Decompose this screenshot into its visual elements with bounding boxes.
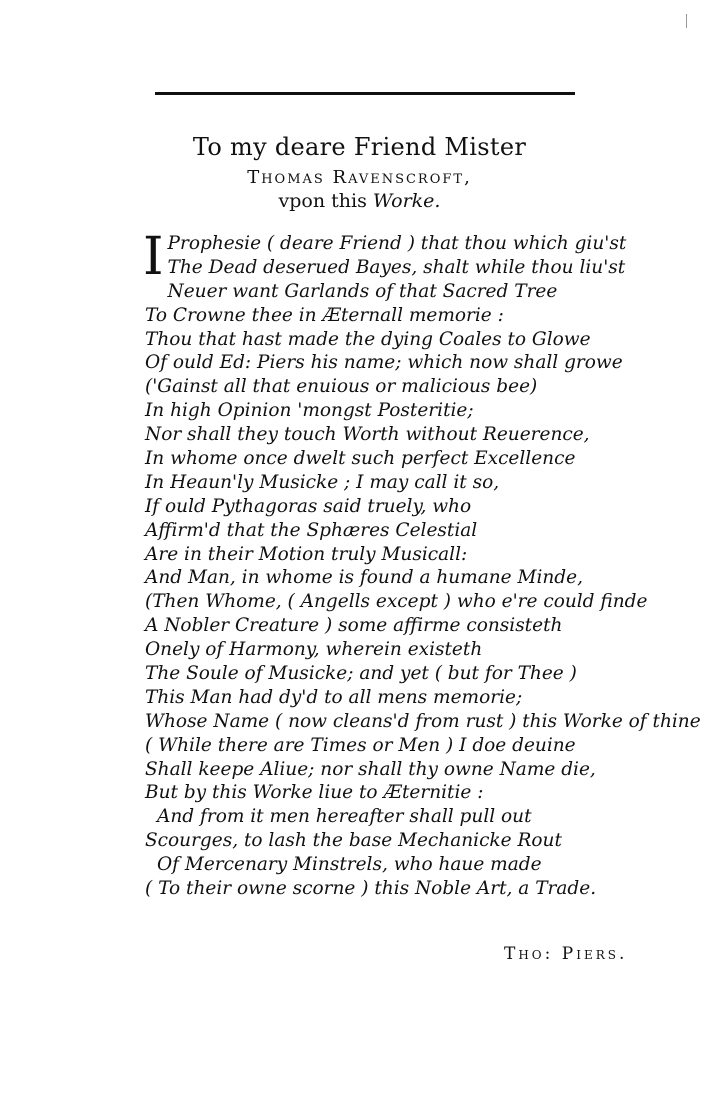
poem-line: In whome once dwelt such perfect Excellence [145, 448, 576, 470]
poem-line: The Soule of Musicke; and yet ( but for Thee ) [145, 663, 577, 685]
poem-line: Neuer want Garlands of that Sacred Tree [167, 280, 558, 302]
poem-line: Prophesie ( deare Friend ) that thou which giu'st [167, 233, 627, 254]
poem-line: Scourges, to lash the base Mechanicke Rout [145, 830, 562, 852]
poem-line: This Man had dy'd to all mens memorie; [145, 686, 523, 708]
poem-line: In Heaun'ly Musicke ; I may call it so, [145, 471, 500, 493]
poem-line: Affirm'd that the Sphæres Celestial [145, 519, 478, 541]
poem-line: Thou that hast made the dying Coales to Glowe [145, 328, 591, 350]
poem-line: In high Opinion 'mongst Posteritie; [145, 400, 474, 422]
drop-capital: I [143, 227, 164, 287]
subheading-roman: vpon this [278, 190, 373, 212]
poem-line: (Then Whome, ( Angells except ) who e're could finde [145, 591, 648, 613]
poem-line: ('Gainst all that enuious or malicious bee) [145, 376, 538, 398]
poem-line: If ould Pythagoras said truely, who [145, 495, 472, 517]
poem-line: To Crowne thee in Æternall memorie : [145, 304, 504, 326]
poem-line: Whose Name ( now cleans'd from rust ) this Worke of thine [145, 710, 701, 732]
page-edge-mark [686, 14, 687, 28]
dedication-subheading [0, 190, 719, 212]
dedicatee-name: Thomas Ravenscroft, [247, 167, 472, 188]
poem-line: Nor shall they touch Worth without Reuerence, [145, 424, 590, 446]
poem-line: And Man, in whome is found a humane Minde, [145, 567, 583, 589]
poem-body [143, 227, 701, 901]
poem-line: Shall keepe Aliue; nor shall thy owne Name die, [145, 758, 596, 780]
poem-line: The Dead deserued Bayes, shalt while thou liu'st [167, 256, 626, 278]
poem-line: A Nobler Creature ) some affirme consisteth [145, 615, 563, 637]
poem-line: Of ould Ed: Piers his name; which now shall growe [145, 352, 623, 374]
poem-line: And from it men hereafter shall pull out [157, 806, 532, 828]
subheading-italic: Worke. [372, 190, 441, 212]
poem-line: Of Mercenary Minstrels, who haue made [157, 854, 542, 876]
poem-line: Are in their Motion truly Musicall: [145, 543, 468, 565]
poem-line: ( While there are Times or Men ) I doe deuine [145, 734, 576, 756]
poem-line: Onely of Harmony, wherein existeth [145, 639, 483, 661]
dedication-heading: To my deare Friend Mister [192, 133, 527, 161]
header-rule [155, 92, 575, 95]
poem-line: But by this Worke liue to Æternitie : [145, 782, 484, 804]
signature: Tho: Piers. [504, 944, 628, 964]
poem-line: ( To their owne scorne ) this Noble Art, a Trade. [145, 878, 597, 900]
